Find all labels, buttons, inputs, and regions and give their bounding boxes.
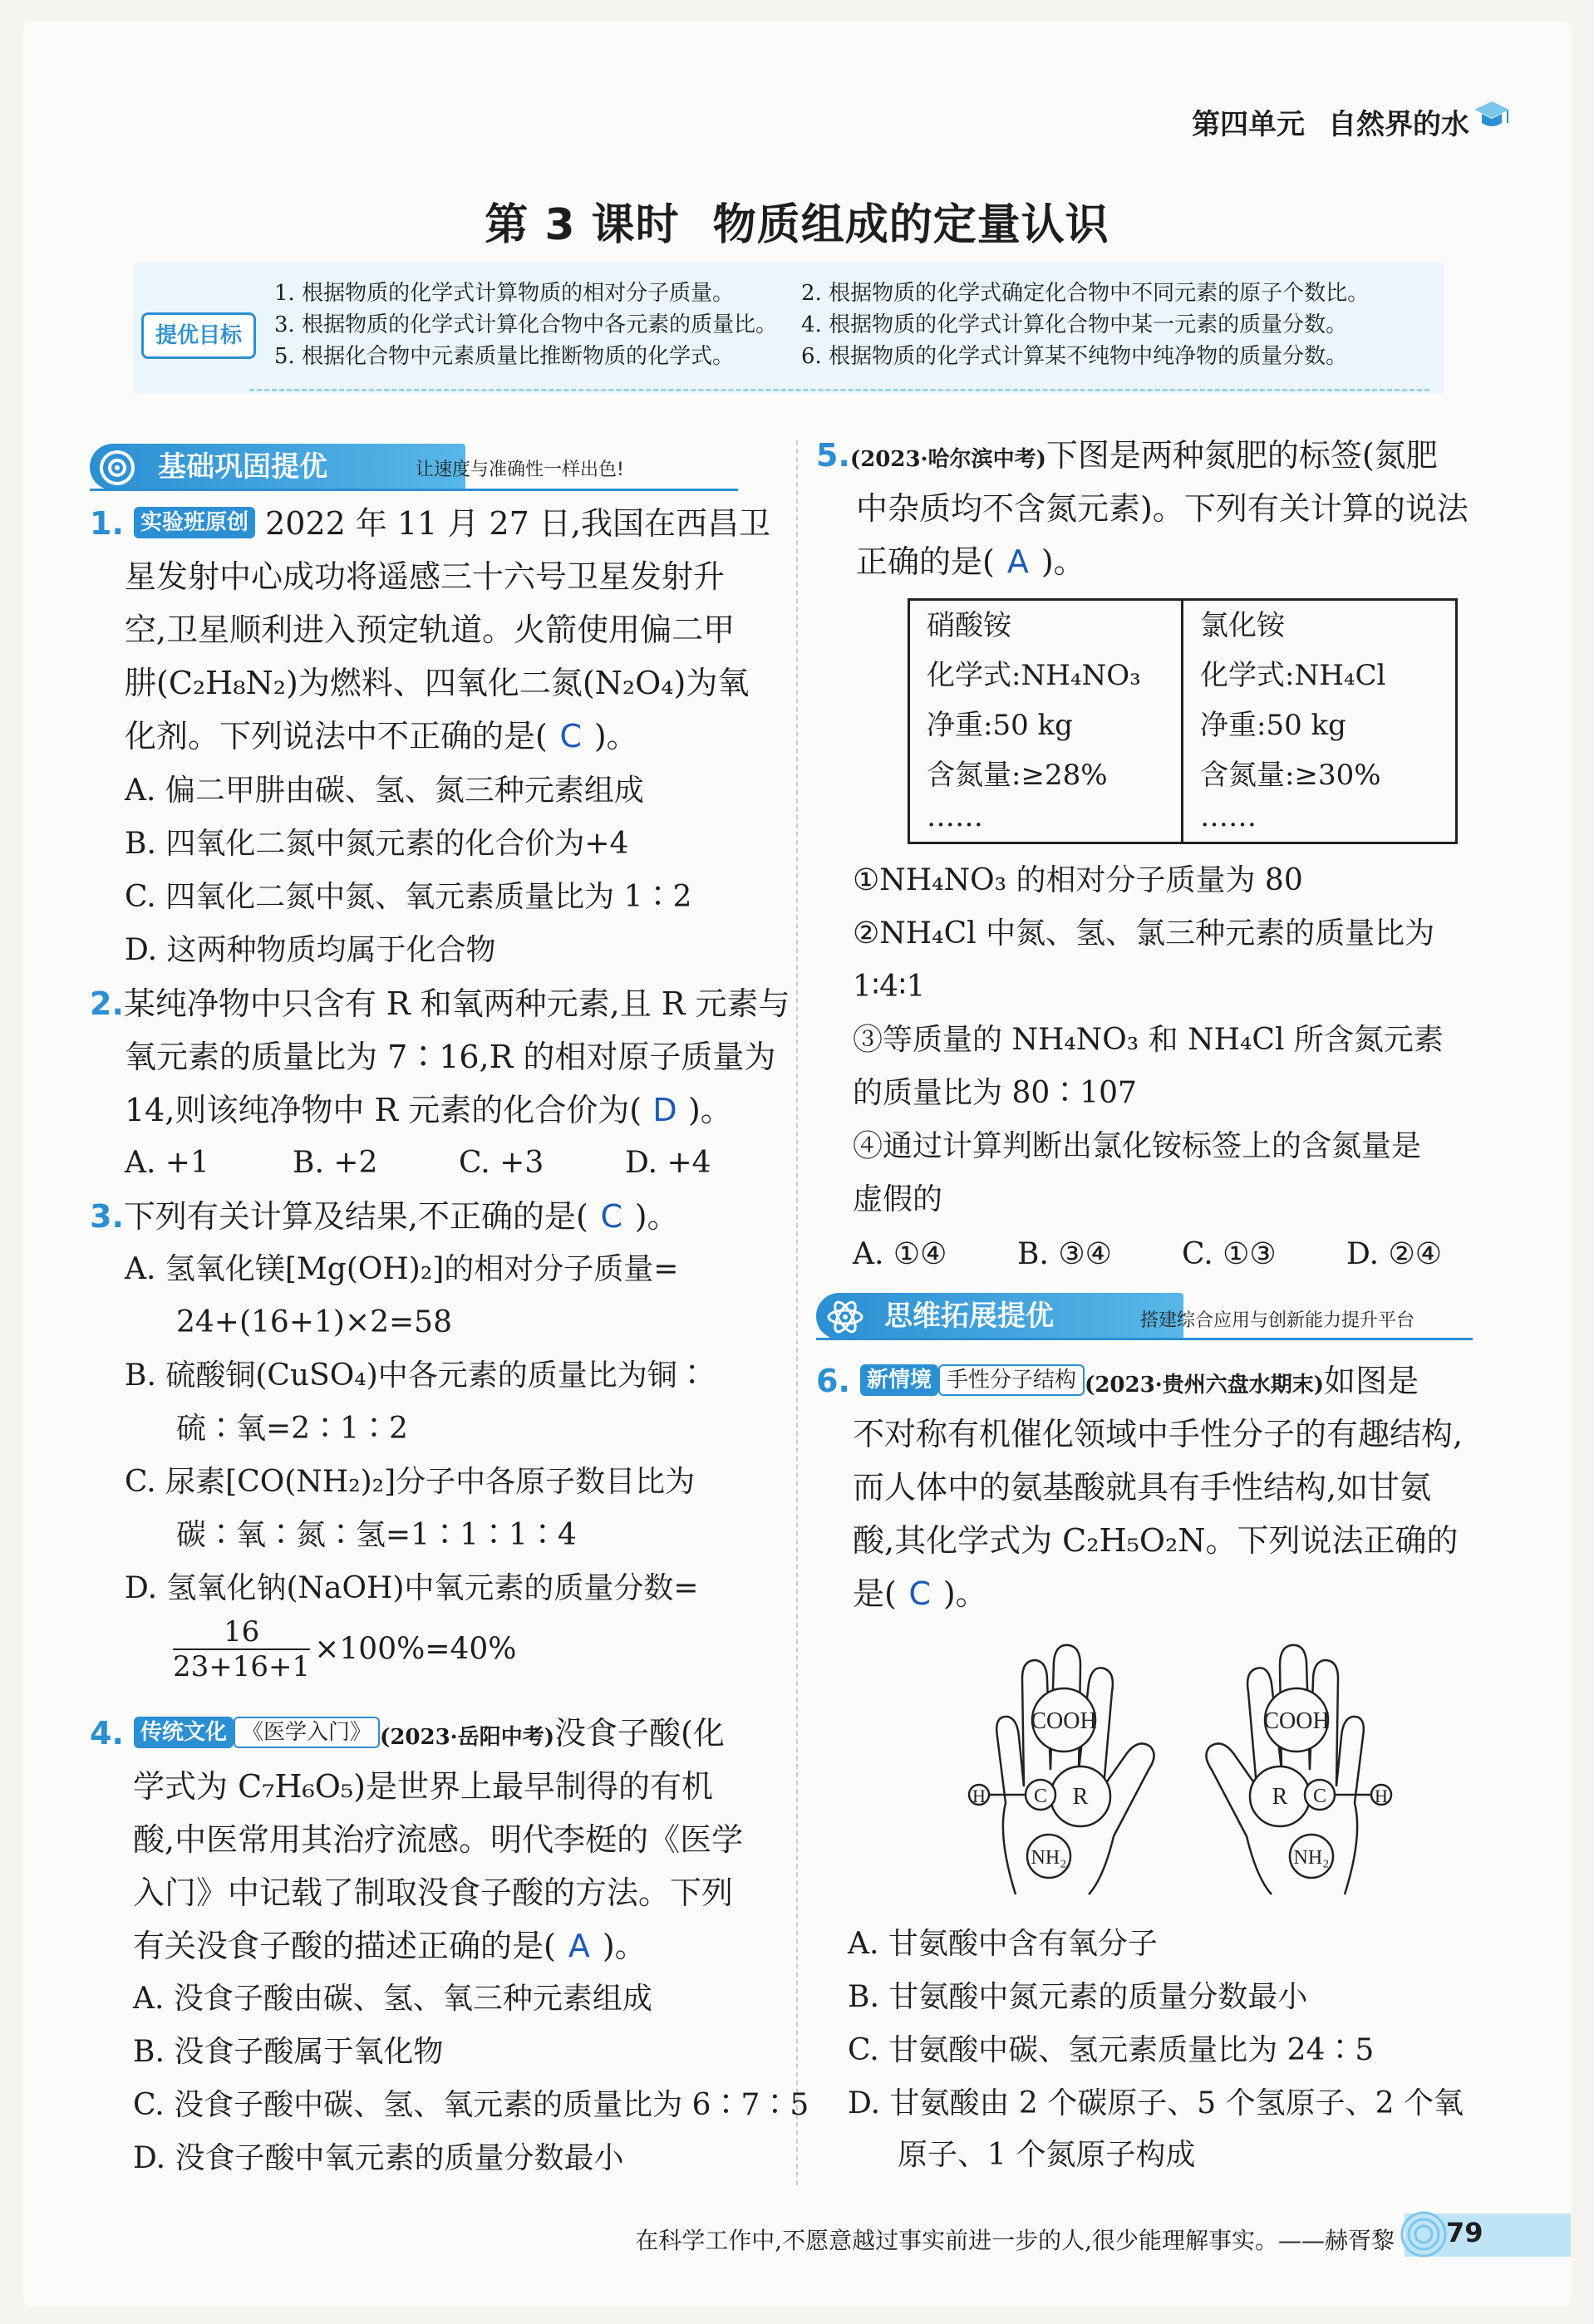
unit-header	[1192, 101, 1469, 142]
question-close: )。	[593, 718, 638, 754]
question-text: 下列有关计算及结果,不正确的是(	[123, 1198, 588, 1235]
label-r: R	[1072, 1784, 1089, 1810]
section-title: 思维拓展提优	[884, 1300, 1054, 1333]
option-b: B. +2	[293, 1146, 378, 1180]
table-cell: ……	[927, 800, 983, 833]
answer-mark: C	[908, 1575, 932, 1612]
option-b: B. 甘氨酸中氮元素的质量分数最小	[848, 1980, 1308, 2014]
question-text: 肼(C₂H₈N₂)为燃料、四氧化二氮(N₂O₄)为氧	[125, 665, 750, 701]
question-text: 学式为 C₇H₆O₅)是世界上最早制得的有机	[133, 1768, 713, 1805]
fraction-tail: ×100%=40%	[314, 1632, 517, 1667]
question-tag: 实验班原创	[134, 507, 255, 538]
question-text: 正确的是(	[856, 543, 995, 580]
label-nh2: NH₂	[1293, 1847, 1330, 1869]
question-source: (2023·哈尔滨中考)	[849, 447, 1046, 472]
section-subtitle: 让速度与准确性一样出色!	[416, 459, 624, 480]
question-number: 3.	[90, 1198, 124, 1235]
question-number: 6.	[816, 1363, 850, 1399]
statement-3-cont: 的质量比为 80∶107	[853, 1076, 1137, 1110]
question-3	[90, 1190, 679, 1243]
footer-quote: 在科学工作中,不愿意越过事实前进一步的人,很少能理解事实。——赫胥黎	[635, 2227, 1395, 2254]
label-ammonium-chloride	[1183, 601, 1455, 842]
table-cell: 含氮量:≥30%	[1200, 759, 1381, 792]
option-c: C. 甘氨酸中碳、氢元素质量比为 24∶5	[848, 2033, 1375, 2067]
statement-4-cont: 虚假的	[853, 1182, 943, 1216]
table-cell: 净重:50 kg	[927, 709, 1073, 742]
lesson-name: 物质组成的定量认识	[712, 200, 1109, 250]
column-divider	[796, 440, 798, 2185]
answer-mark: C	[600, 1198, 623, 1235]
label-h: H	[1375, 1786, 1388, 1806]
option-b-cont: 硫∶氧=2∶1∶2	[176, 1412, 408, 1446]
question-tag: 新情境	[860, 1364, 938, 1396]
question-stem-end	[133, 1919, 647, 1973]
option-c: C. ①③	[1182, 1237, 1277, 1271]
label-cooh: COOH	[1031, 1708, 1097, 1734]
unit-number: 第四单元	[1192, 108, 1305, 141]
question-text: 2022 年 11 月 27 日,我国在西昌卫	[265, 505, 770, 542]
question-tag: 传统文化	[134, 1717, 234, 1748]
option-a: A. 甘氨酸中含有氧分子	[848, 1927, 1158, 1961]
section-banner-extend	[816, 1293, 1183, 1339]
option-d: D. ②④	[1346, 1237, 1443, 1271]
option-a: A. +1	[125, 1146, 209, 1180]
option-b: B. 四氧化二氮中氮元素的化合价为+4	[125, 827, 629, 861]
question-text: 酸,其化学式为 C₂H₅O₂N。下列说法正确的	[853, 1522, 1459, 1559]
question-text: 是(	[853, 1575, 897, 1612]
fraction-numerator: 16	[173, 1615, 310, 1650]
label-h: H	[972, 1786, 986, 1806]
question-text: 下图是两种氮肥的标签(氮肥	[1045, 437, 1438, 474]
unit-title: 自然界的水	[1328, 108, 1469, 141]
option-a: A. ①④	[853, 1237, 947, 1271]
option-b: B. 硫酸铜(CuSO₄)中各元素的质量比为铜∶	[125, 1359, 707, 1393]
option-a: A. 偏二甲肼由碳、氢、氮三种元素组成	[125, 774, 644, 808]
option-a: A. 氢氧化镁[Mg(OH)₂]的相对分子质量=	[125, 1252, 679, 1286]
question-stem-end	[125, 1083, 732, 1137]
question-tag-secondary: 手性分子结构	[938, 1364, 1085, 1396]
question-close: )。	[634, 1198, 679, 1235]
lesson-title	[0, 189, 1594, 252]
question-6	[816, 1354, 1419, 1412]
section-title: 基础巩固提优	[158, 450, 327, 484]
label-c: C	[1312, 1786, 1327, 1807]
option-d: D. 这两种物质均属于化合物	[125, 933, 496, 967]
question-5	[816, 429, 1438, 486]
option-d-cont: 原子、1 个氮原子构成	[898, 2138, 1196, 2172]
question-text: 化剂。下列说法中不正确的是(	[125, 718, 548, 754]
option-b: B. ③④	[1017, 1237, 1112, 1271]
table-cell: 化学式:NH₄Cl	[1200, 659, 1386, 692]
question-text: 有关没食子酸的描述正确的是(	[133, 1928, 556, 1964]
option-c: C. 没食子酸中碳、氢、氧元素的质量比为 6∶7∶5	[133, 2088, 809, 2122]
question-tag-secondary: 《医学入门》	[234, 1717, 380, 1748]
label-ammonium-nitrate	[910, 601, 1183, 842]
fertilizer-label-table	[908, 598, 1458, 844]
table-cell: ……	[1200, 800, 1257, 833]
question-2	[90, 977, 790, 1030]
atom-icon	[826, 1298, 864, 1336]
question-text: 空,卫星顺利进入预定轨道。火箭使用偏二甲	[125, 612, 736, 648]
target-icon	[98, 449, 136, 487]
question-close: )。	[1041, 543, 1085, 580]
answer-mark: D	[652, 1092, 677, 1128]
question-number: 1.	[90, 505, 124, 542]
question-source: (2023·岳阳中考)	[380, 1725, 555, 1750]
statement-4: ④通过计算判断出氯化铵标签上的含氮量是	[853, 1129, 1422, 1163]
graduation-cap-icon	[1473, 98, 1511, 131]
table-cell: 化学式:NH₄NO₃	[927, 659, 1141, 692]
fraction-denominator: 23+16+1	[173, 1650, 311, 1683]
label-c: C	[1033, 1786, 1048, 1807]
question-text: 氧元素的质量比为 7∶16,R 的相对原子质量为	[125, 1039, 776, 1075]
goals-tag: 提优目标	[141, 312, 256, 359]
goal-item: 2. 根据物质的化学式确定化合物中不同元素的原子个数比。	[801, 281, 1370, 306]
fraction-expression	[173, 1615, 517, 1683]
question-text: 酸,中医常用其治疗流感。明代李梃的《医学	[133, 1821, 744, 1858]
question-text: 14,则该纯净物中 R 元素的化合价为(	[125, 1092, 642, 1128]
statement-2-cont: 1∶4∶1	[853, 970, 926, 1004]
label-r: R	[1272, 1784, 1288, 1810]
question-source: (2023·贵州六盘水期末)	[1085, 1373, 1325, 1398]
answer-mark: A	[568, 1928, 590, 1964]
statement-1: ①NH₄NO₃ 的相对分子质量为 80	[853, 863, 1303, 897]
question-text: 某纯净物中只含有 R 和氧两种元素,且 R 元素与	[123, 985, 790, 1022]
question-stem-end	[853, 1567, 987, 1620]
question-text: 星发射中心成功将遥感三十六号卫星发射升	[125, 558, 726, 595]
question-text: 不对称有机催化领域中手性分子的有趣结构,	[853, 1416, 1464, 1452]
table-cell: 硝酸铵	[927, 609, 1011, 642]
page-number: 79	[1446, 2217, 1483, 2248]
question-close: )。	[688, 1092, 732, 1128]
table-cell: 含氮量:≥28%	[927, 759, 1108, 792]
question-stem-end	[125, 710, 638, 763]
answer-mark: A	[1006, 543, 1029, 580]
section-subtitle: 搭建综合应用与创新能力提升平台	[1140, 1310, 1415, 1331]
option-d: D. 没食子酸中氧元素的质量分数最小	[133, 2141, 624, 2175]
option-b: B. 没食子酸属于氧化物	[133, 2035, 444, 2069]
question-4	[90, 1707, 725, 1764]
question-close: )。	[602, 1928, 647, 1964]
question-text: 而人体中的氨基酸就具有手性结构,如甘氨	[853, 1469, 1432, 1506]
goal-item: 6. 根据物质的化学式计算某不纯物中纯净物的质量分数。	[801, 344, 1348, 369]
option-a-cont: 24+(16+1)×2=58	[176, 1305, 452, 1339]
goal-item: 1. 根据物质的化学式计算物质的相对分子质量。	[274, 281, 735, 306]
question-stem-end	[856, 535, 1085, 588]
table-cell: 净重:50 kg	[1200, 709, 1346, 742]
question-text: 入门》中记载了制取没食子酸的方法。下列	[133, 1874, 734, 1911]
statement-2: ②NH₄Cl 中氮、氢、氯三种元素的质量比为	[853, 916, 1435, 951]
section-banner-basic	[90, 444, 465, 490]
section-underline	[90, 489, 738, 491]
statement-3: ③等质量的 NH₄NO₃ 和 NH₄Cl 所含氮元素	[853, 1023, 1444, 1057]
option-d: D. 氢氧化钠(NaOH)中氧元素的质量分数=	[125, 1571, 699, 1605]
question-close: )。	[942, 1575, 987, 1612]
chiral-hands-figure	[964, 1637, 1396, 1911]
goal-item: 3. 根据物质的化学式计算化合物中各元素的质量比。	[274, 312, 778, 337]
option-c: C. +3	[459, 1146, 544, 1180]
table-cell: 氯化铵	[1200, 609, 1285, 642]
answer-mark: C	[559, 718, 583, 754]
option-c-cont: 碳∶氧∶氮∶氢=1∶1∶1∶4	[176, 1518, 577, 1552]
option-d: D. 甘氨酸由 2 个碳原子、5 个氢原子、2 个氧	[848, 2086, 1464, 2120]
question-number: 2.	[90, 985, 124, 1022]
question-text: 没食子酸(化	[554, 1715, 725, 1752]
goal-item: 5. 根据化合物中元素质量比推断物质的化学式。	[274, 344, 735, 369]
label-cooh: COOH	[1263, 1708, 1330, 1734]
label-nh2: NH₂	[1031, 1847, 1067, 1869]
lesson-number: 第 3 课时	[485, 200, 680, 250]
goal-item: 4. 根据物质的化学式计算化合物中某一元素的质量分数。	[801, 312, 1348, 337]
section-underline	[816, 1338, 1473, 1340]
question-number: 4.	[90, 1715, 124, 1752]
spiral-icon	[1396, 2207, 1451, 2262]
option-a: A. 没食子酸由碳、氢、氧三种元素组成	[133, 1982, 652, 2016]
question-text: 中杂质均不含氮元素)。下列有关计算的说法	[856, 490, 1469, 527]
goals-divider	[249, 389, 1429, 391]
option-c: C. 四氧化二氮中氮、氧元素质量比为 1∶2	[125, 880, 692, 914]
option-c: C. 尿素[CO(NH₂)₂]分子中各原子数目比为	[125, 1465, 696, 1499]
question-1	[90, 497, 780, 550]
question-text: 如图是	[1324, 1363, 1419, 1399]
option-d: D. +4	[625, 1146, 711, 1180]
question-number: 5.	[816, 437, 850, 474]
